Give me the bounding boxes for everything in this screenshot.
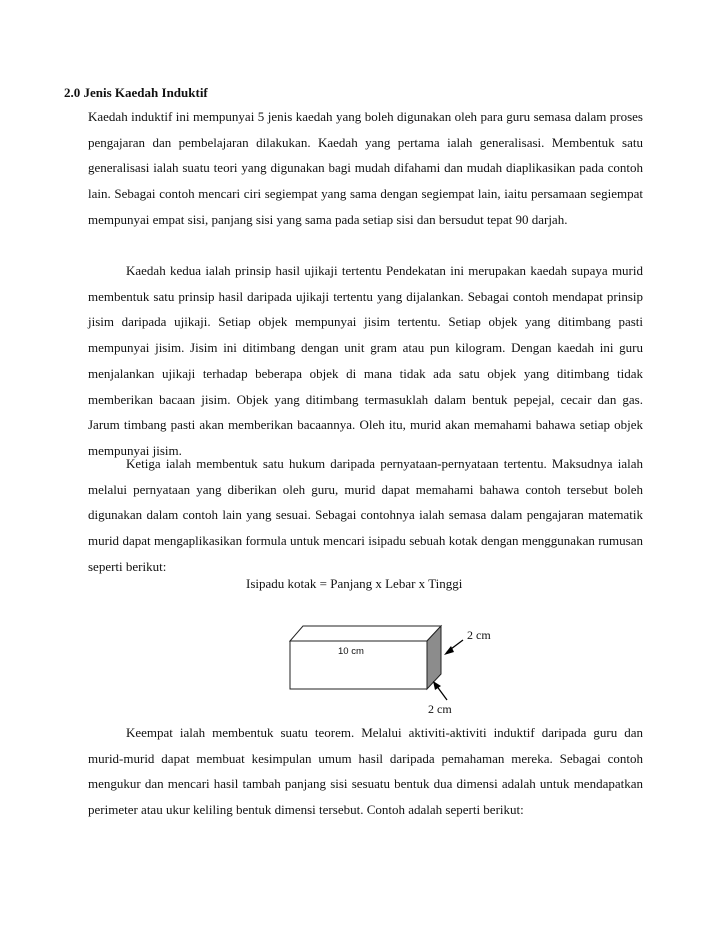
volume-formula: Isipadu kotak = Panjang x Lebar x Tinggi — [246, 576, 463, 591]
paragraph-2-text: Kaedah kedua ialah prinsip hasil ujikaji tertentu Pendekatan ini merupakan kaedah supaya murid membentuk satu prinsip hasil daripada ujikaji tertentu yang dijalankan. Sebagai contoh mendapat prinsip jisim daripada ujikaji. Setiap objek mempunyai jisim tertentu. Setiap objek yang ditimbang pasti mempunyai jisim. Jisim ini ditimbang dengan unit gram atau pun kilogram. Dengan kaedah ini guru menjalankan ujikaji terhadap beberapa objek di mana tidak ada satu objek yang ditimbang tidak memberikan bacaan jisim. Objek yang ditimbang termasuklah dalam bentuk pepejal, cecair dan gas. Jarum timbang pasti akan memberikan bacaannya. Oleh itu, murid akan memahami bahawa setiap objek mempunyai jisim. — [88, 263, 643, 458]
paragraph-3-text: Ketiga ialah membentuk satu hukum daripada pernyataan-pernyataan tertentu. Maksudnya ialah melalui pernyataan yang diberikan oleh guru, murid dapat memahami bahawa contoh tersebut boleh digunakan dalam contoh lain yang sesuai. Sebagai contohnya ialah semasa dalam pengajaran matematik murid dapat mengaplikasikan formula untuk mencari isipadu sebuah kotak dengan menggunakan rumusan seperti berikut: — [88, 456, 643, 574]
width-label: 2 cm — [467, 628, 491, 642]
height-label: 2 cm — [428, 702, 452, 716]
paragraph-4-text: Keempat ialah membentuk suatu teorem. Melalui aktiviti-aktiviti induktif daripada guru dan murid-murid dapat membuat kesimpulan umum hasil daripada pemahaman mereka. Sebagai contoh mengukur dan mencari hasil tambah panjang sisi sesuatu bentuk dua dimensi adalah untuk mendapatkan perimeter atau ukur keliling bentuk dimensi tersebut. Contoh adalah seperti berikut: — [88, 725, 643, 818]
box-top-face — [290, 626, 441, 641]
paragraph-1-text: Kaedah induktif ini mempunyai 5 jenis kaedah yang boleh digunakan oleh para guru semasa dalam proses pengajaran dan pembelajaran dilakukan. Kaedah yang pertama ialah generalisasi. Membentuk satu generalisasi ialah suatu teori yang digunakan bagi mudah difahami dan mudah diaplikasikan pada contoh lain. Sebagai contoh mencari ciri segiempat yang sama dengan segiempat lain, iaitu persamaan segiempat mempunyai empat sisi, panjang sisi yang sama pada setiap sisi dan bersudut tepat 90 darjah. — [88, 109, 643, 227]
length-label: 10 cm — [338, 646, 364, 657]
arrow-head-height — [433, 681, 441, 690]
paragraph-4 — [88, 720, 643, 823]
section-heading: 2.0 Jenis Kaedah Induktif — [64, 85, 208, 100]
